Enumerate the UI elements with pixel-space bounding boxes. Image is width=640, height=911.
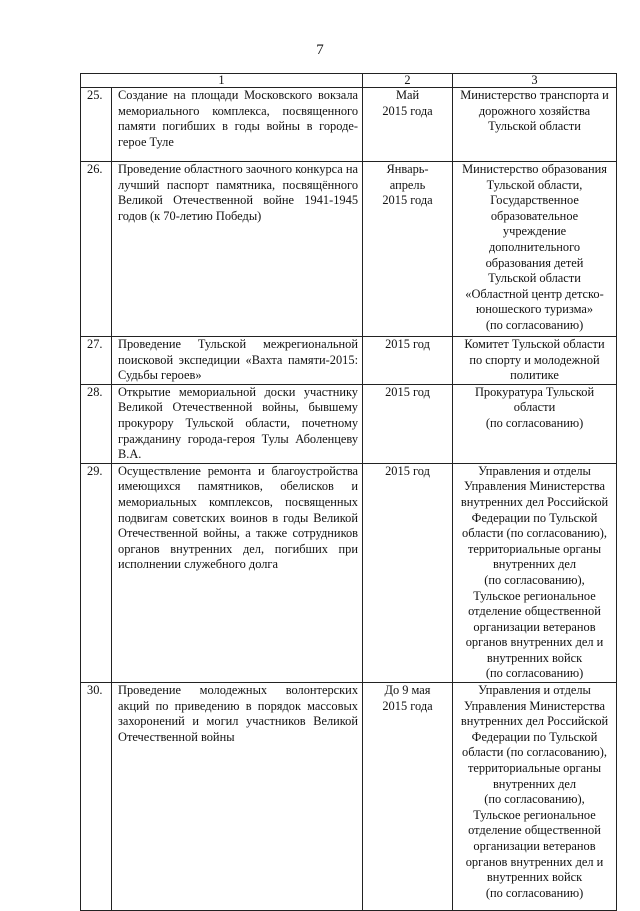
responsible-organization: Управления и отделы Управления Министерства внутренних дел Российской Федерации по Тульской области (по согласованию), территориальные органы внутренних дел (по согласованию), Тульское региональное отделение общественной организации ветеранов органов внутренних дел и внутренних войск (по согласованию): [453, 683, 617, 911]
event-description: Проведение молодежных волонтерских акций по приведению в порядок массовых захоронений и могил участников Великой Отечественной войны: [112, 683, 363, 911]
event-description: Проведение областного заочного конкурса на лучший паспорт памятника, посвящённого Великой Отечественной войне 1941-1945 годов (к 70-летию Победы): [112, 162, 363, 337]
event-date: 2015 год: [363, 337, 453, 385]
responsible-organization: Комитет Тульской области по спорту и молодежной политике: [453, 337, 617, 385]
row-number: 25.: [81, 88, 112, 162]
responsible-organization: Министерство образования Тульской области, Государственное образовательное учреждение дополнительного образования детей Тульской области «Областной центр детско- юношеского туризма» (по согласованию): [453, 162, 617, 337]
row-number: 26.: [81, 162, 112, 337]
row-number: 27.: [81, 337, 112, 385]
event-description: Осуществление ремонта и благоустройства имеющихся памятников, обелисков и мемориальных комплексов, посвященных подвигам советских воинов в годы Великой Отечественной войны, а также сотрудников органов внутренних дел, погибших при исполнении служебного долга: [112, 463, 363, 682]
event-date: Январь- апрель 2015 года: [363, 162, 453, 337]
header-col-1: 1: [81, 74, 363, 88]
page-number: 7: [316, 42, 324, 58]
table-row: [81, 463, 617, 682]
event-date: 2015 год: [363, 384, 453, 463]
event-description: Проведение Тульской межрегиональной поисковой экспедиции «Вахта памяти-2015: Судьбы героев»: [112, 337, 363, 385]
table-row: [81, 384, 617, 463]
row-number: 29.: [81, 463, 112, 682]
responsible-organization: Министерство транспорта и дорожного хозяйства Тульской области: [453, 88, 617, 162]
header-col-3: 3: [453, 74, 617, 88]
event-date: До 9 мая 2015 года: [363, 683, 453, 911]
event-description: Создание на площади Московского вокзала мемориального комплекса, посвященного памяти погибших в годы войны в городе-герое Туле: [112, 88, 363, 162]
event-date: 2015 год: [363, 463, 453, 682]
table-row: [81, 162, 617, 337]
row-number: 28.: [81, 384, 112, 463]
table-row: [81, 683, 617, 911]
events-plan-table: [80, 73, 617, 911]
table-row: [81, 88, 617, 162]
event-date: Май 2015 года: [363, 88, 453, 162]
responsible-organization: Управления и отделы Управления Министерства внутренних дел Российской Федерации по Тульской области (по согласованию), территориальные органы внутренних дел (по согласованию), Тульское региональное отделение общественной организации ветеранов органов внутренних дел и внутренних войск (по согласованию): [453, 463, 617, 682]
header-col-2: 2: [363, 74, 453, 88]
table-header-row: [81, 74, 617, 88]
responsible-organization: Прокуратура Тульской области (по согласованию): [453, 384, 617, 463]
row-number: 30.: [81, 683, 112, 911]
event-description: Открытие мемориальной доски участнику Великой Отечественной войны, бывшему прокурору Тульской области, почетному гражданину города-героя Тулы Аболенцеву В.А.: [112, 384, 363, 463]
table-row: [81, 337, 617, 385]
